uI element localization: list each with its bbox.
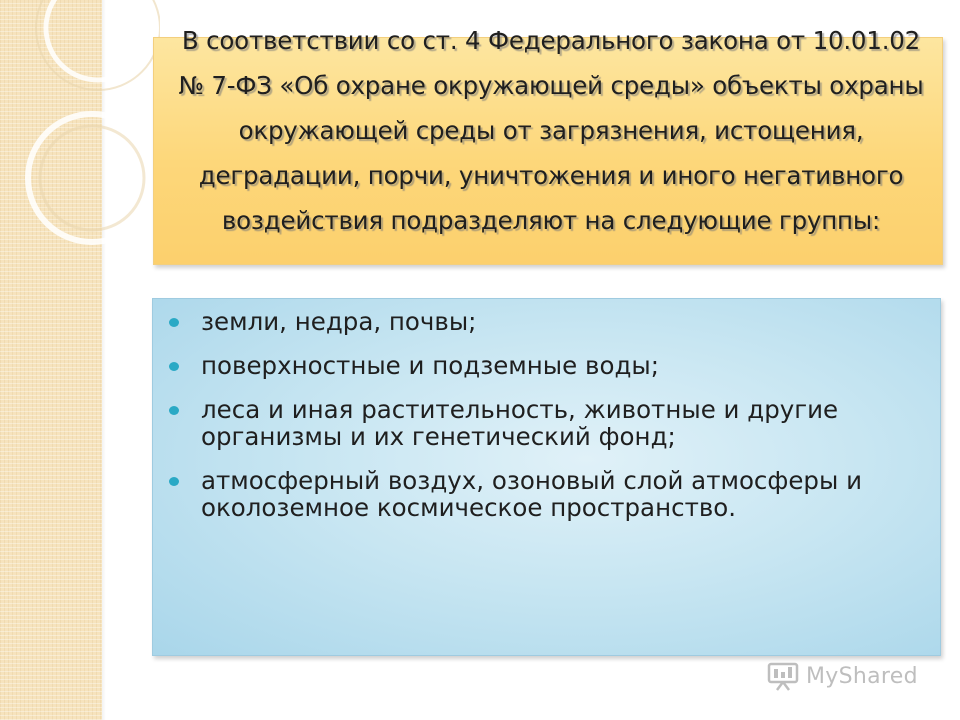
- watermark-text: MyShared: [806, 663, 918, 689]
- bullet-list: [168, 308, 928, 538]
- list-item-text: атмосферный воздух, озоновый слой атмосферы и околоземное космическое пространство.: [201, 466, 863, 522]
- list-item: [168, 467, 928, 521]
- list-item: [168, 396, 928, 450]
- list-item-text: земли, недра, почвы;: [201, 307, 477, 336]
- bullet-dot-icon: [169, 406, 179, 415]
- bullet-dot-icon: [169, 477, 179, 486]
- slide-title: В соответствии со ст. 4 Федерального закона от 10.01.02 № 7-ФЗ «Об охране окружающей среды» объекты охраны окружающей среды от загрязнения, истощения, деградации, порчи, уничтожения и иного негативного воздействия подразделяют на следующие группы:: [178, 26, 924, 235]
- list-item: [168, 308, 928, 335]
- presentation-board-icon: [766, 661, 800, 691]
- decorative-circles-icon: [0, 0, 160, 300]
- list-item: [168, 352, 928, 379]
- list-item-text: леса и иная растительность, животные и другие организмы и их генетический фонд;: [201, 395, 839, 451]
- watermark: [766, 658, 918, 694]
- bullet-dot-icon: [169, 362, 179, 371]
- bullet-dot-icon: [169, 318, 179, 327]
- list-item-text: поверхностные и подземные воды;: [201, 351, 659, 380]
